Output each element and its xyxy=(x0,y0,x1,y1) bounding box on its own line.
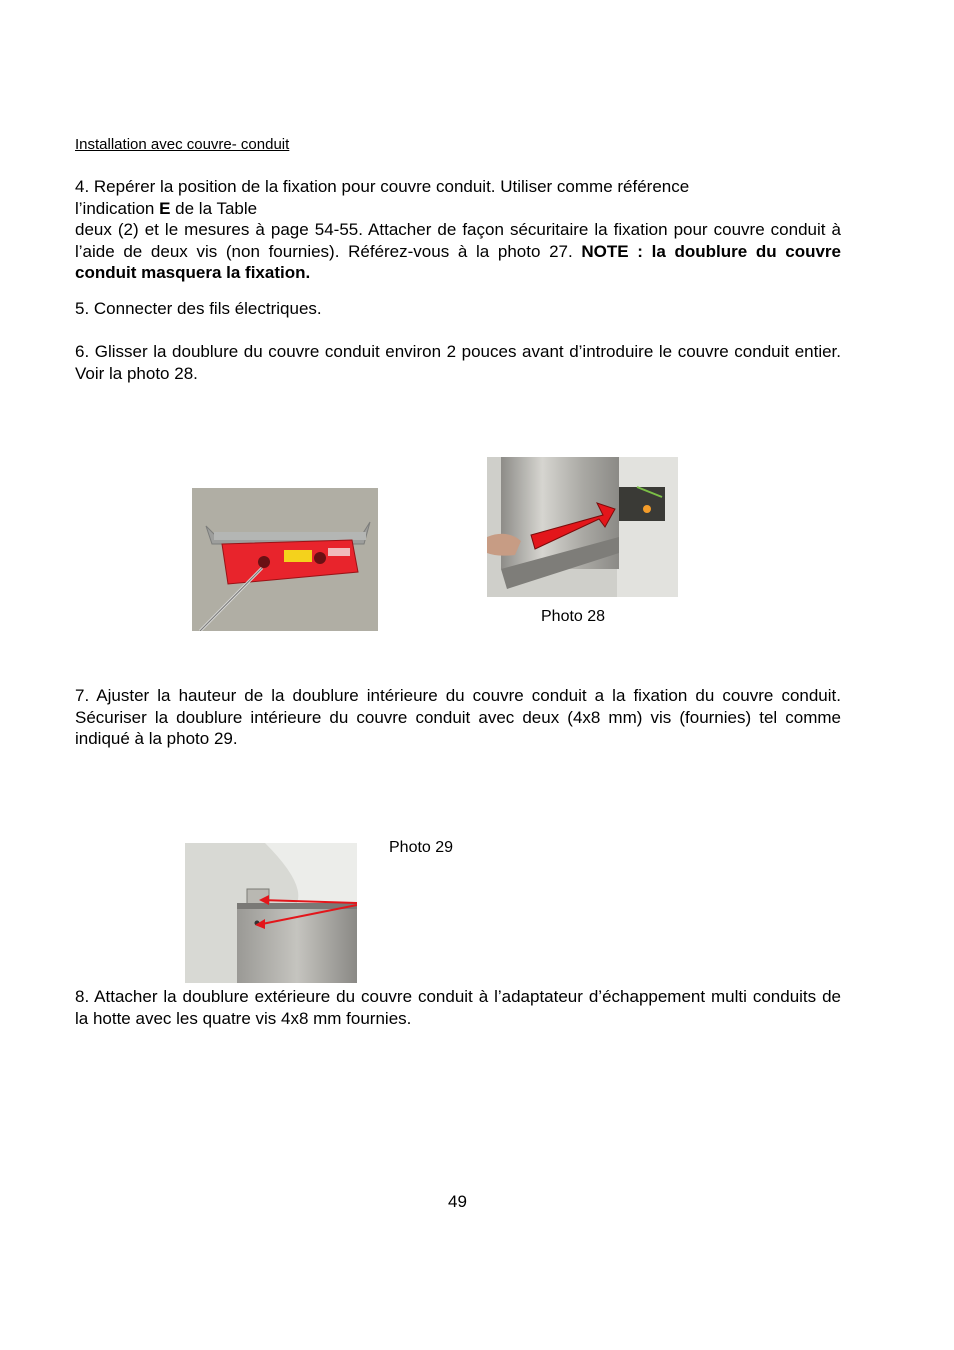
page-number: 49 xyxy=(448,1192,467,1211)
photo-29-caption: Photo 29 xyxy=(389,839,454,856)
step-6-text: 6. Glisser la doublure du couvre conduit environ 2 pouces avant d’introduire le couvre conduit entier. Voir la photo 28. xyxy=(75,342,841,383)
photo-29-image xyxy=(185,843,357,983)
step-7-text: 7. Ajuster la hauteur de la doublure intérieure du couvre conduit a la fixation du couvre conduit. Sécuriser la doublure intérieure du couvre conduit avec deux (4x8 mm) vis (fournies) tel comme indiqué à la photo 29. xyxy=(75,686,841,748)
photo-27-drawing xyxy=(192,488,378,631)
photo-29-drawing xyxy=(185,843,357,983)
photo-27-image xyxy=(192,488,378,631)
step-8-text: 8. Attacher la doublure extérieure du couvre conduit à l’adaptateur d’échappement multi conduits de la hotte avec les quatre vis 4x8 mm fournies. xyxy=(75,987,841,1028)
photo-28-caption: Photo 28 xyxy=(541,608,606,625)
photo-28-drawing xyxy=(487,457,678,597)
step-5-text: 5. Connecter des fils électriques. xyxy=(75,299,322,318)
step-4-text: 4. Repérer la position de la fixation pour couvre conduit. Utiliser comme référence l’indication E de la Table deux (2) et le mesures à page 54-55. Attacher de façon sécuritaire la fixation pour couvre conduit à l’aide de deux vis (non fournies). Référez-vous à la photo 27. NOTE : la doublure du couvre conduit masquera la fixation. xyxy=(75,177,841,282)
section-title: Installation avec couvre- conduit xyxy=(75,136,290,153)
photo-28-image xyxy=(487,457,678,597)
